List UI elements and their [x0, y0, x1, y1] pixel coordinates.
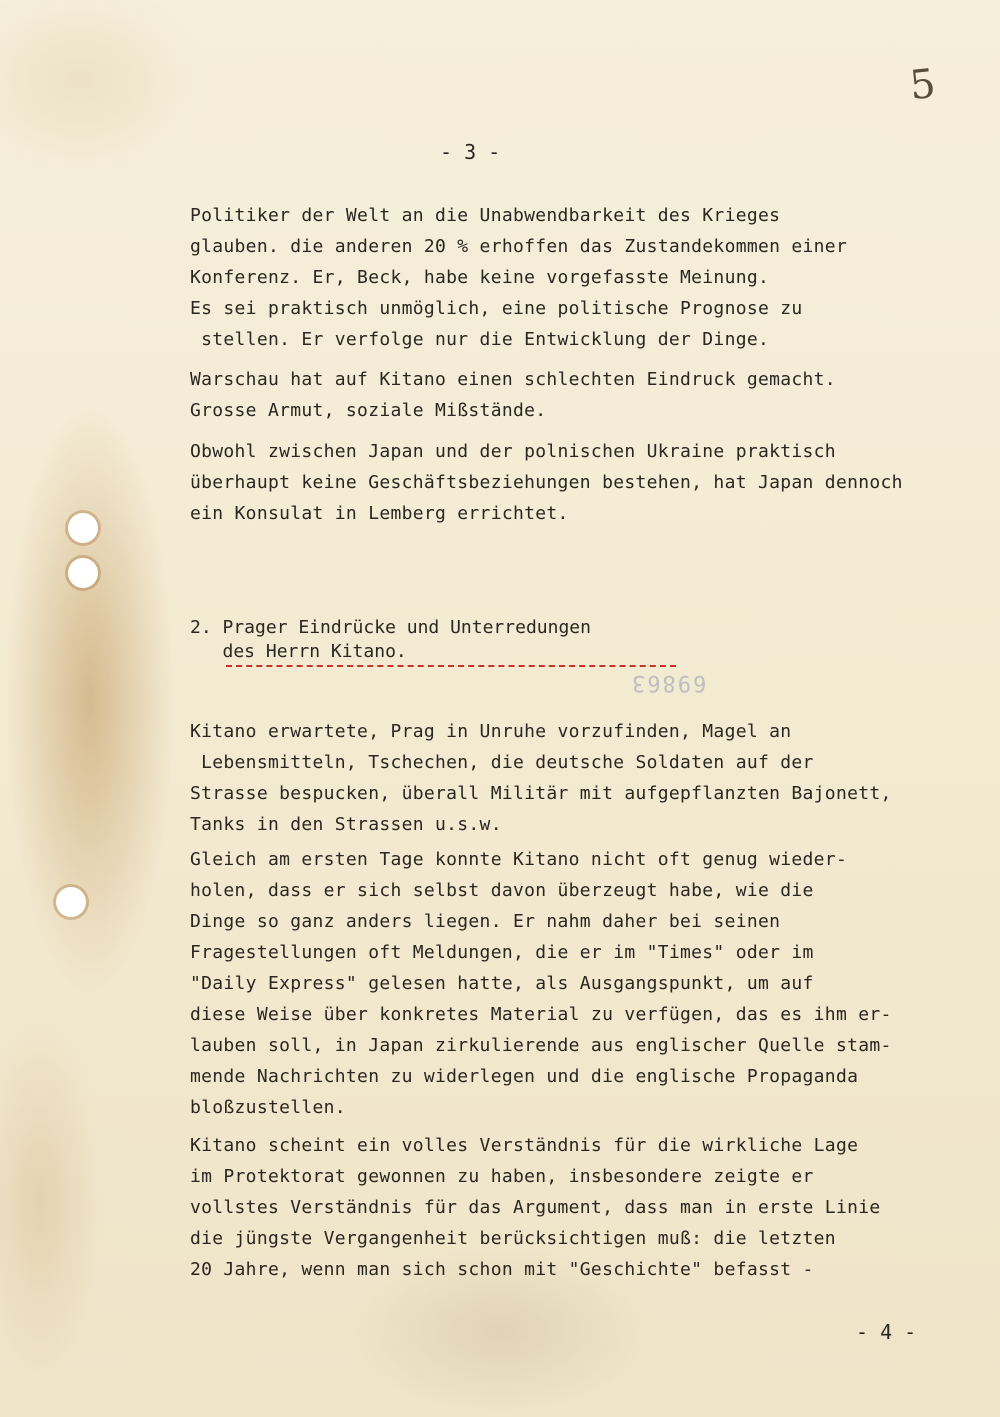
paragraph-5: Gleich am ersten Tage konnte Kitano nicht oft genug wieder- holen, dass er sich selbst davon überzeugt habe, wie die Dinge so ganz anders liegen. Er nahm daher bei seinen Fragestellungen oft Meldungen, die er im "Times" oder im "Daily Express" gelesen hatte, als Ausgangspunkt, um auf diese Weise über konkretes Material zu verfügen, das es ihm er- lauben soll, in Japan zirkulierende aus englischer Quelle stam- mende Nachrichten zu widerlegen und die englische Propaganda bloßzustellen.	[190, 849, 892, 1118]
paragraph-2: Warschau hat auf Kitano einen schlechten Eindruck gemacht. Grosse Armut, soziale Mißstände.	[190, 369, 836, 421]
punch-hole-1	[68, 513, 98, 543]
paragraph-3: Obwohl zwischen Japan und der polnischen Ukraine praktisch überhaupt keine Geschäftsbeziehungen bestehen, hat Japan dennoch ein Konsulat in Lemberg errichtet.	[190, 441, 903, 524]
punch-hole-2	[68, 558, 98, 588]
paragraph-6: Kitano scheint ein volles Verständnis für die wirkliche Lage im Protektorat gewonnen zu haben, insbesondere zeigte er vollstes Verständnis für das Argument, dass man in erste Linie die jüngste Vergangenheit berücksichtigen muß: die letzten 20 Jahre, wenn man sich schon mit "Geschichte" befasst -	[190, 1135, 881, 1280]
paragraph-1: Politiker der Welt an die Unabwendbarkeit des Krieges glauben. die anderen 20 % erhoffen das Zustandekommen einer Konferenz. Er, Beck, habe keine vorgefasste Meinung. Es sei praktisch unmöglich, eine politische Prognose zu stellen. Er verfolge nur die Entwicklung der Dinge.	[190, 205, 848, 350]
handwritten-page-mark: 5	[907, 60, 938, 110]
page-number: - 3 -	[440, 140, 501, 164]
heading-underline	[226, 665, 676, 667]
punch-hole-3	[56, 887, 86, 917]
next-page-number: - 4 -	[856, 1320, 917, 1344]
section-heading: 2. Prager Eindrücke und Unterredungen des Herrn Kitano.	[190, 617, 591, 662]
archive-stamp-number: 69863	[630, 670, 707, 695]
paragraph-4: Kitano erwartete, Prag in Unruhe vorzufinden, Magel an Lebensmitteln, Tschechen, die deutsche Soldaten auf der Strasse bespucken, überall Militär mit aufgepflanzten Bajonett, Tanks in den Strassen u.s.w.	[190, 721, 892, 835]
